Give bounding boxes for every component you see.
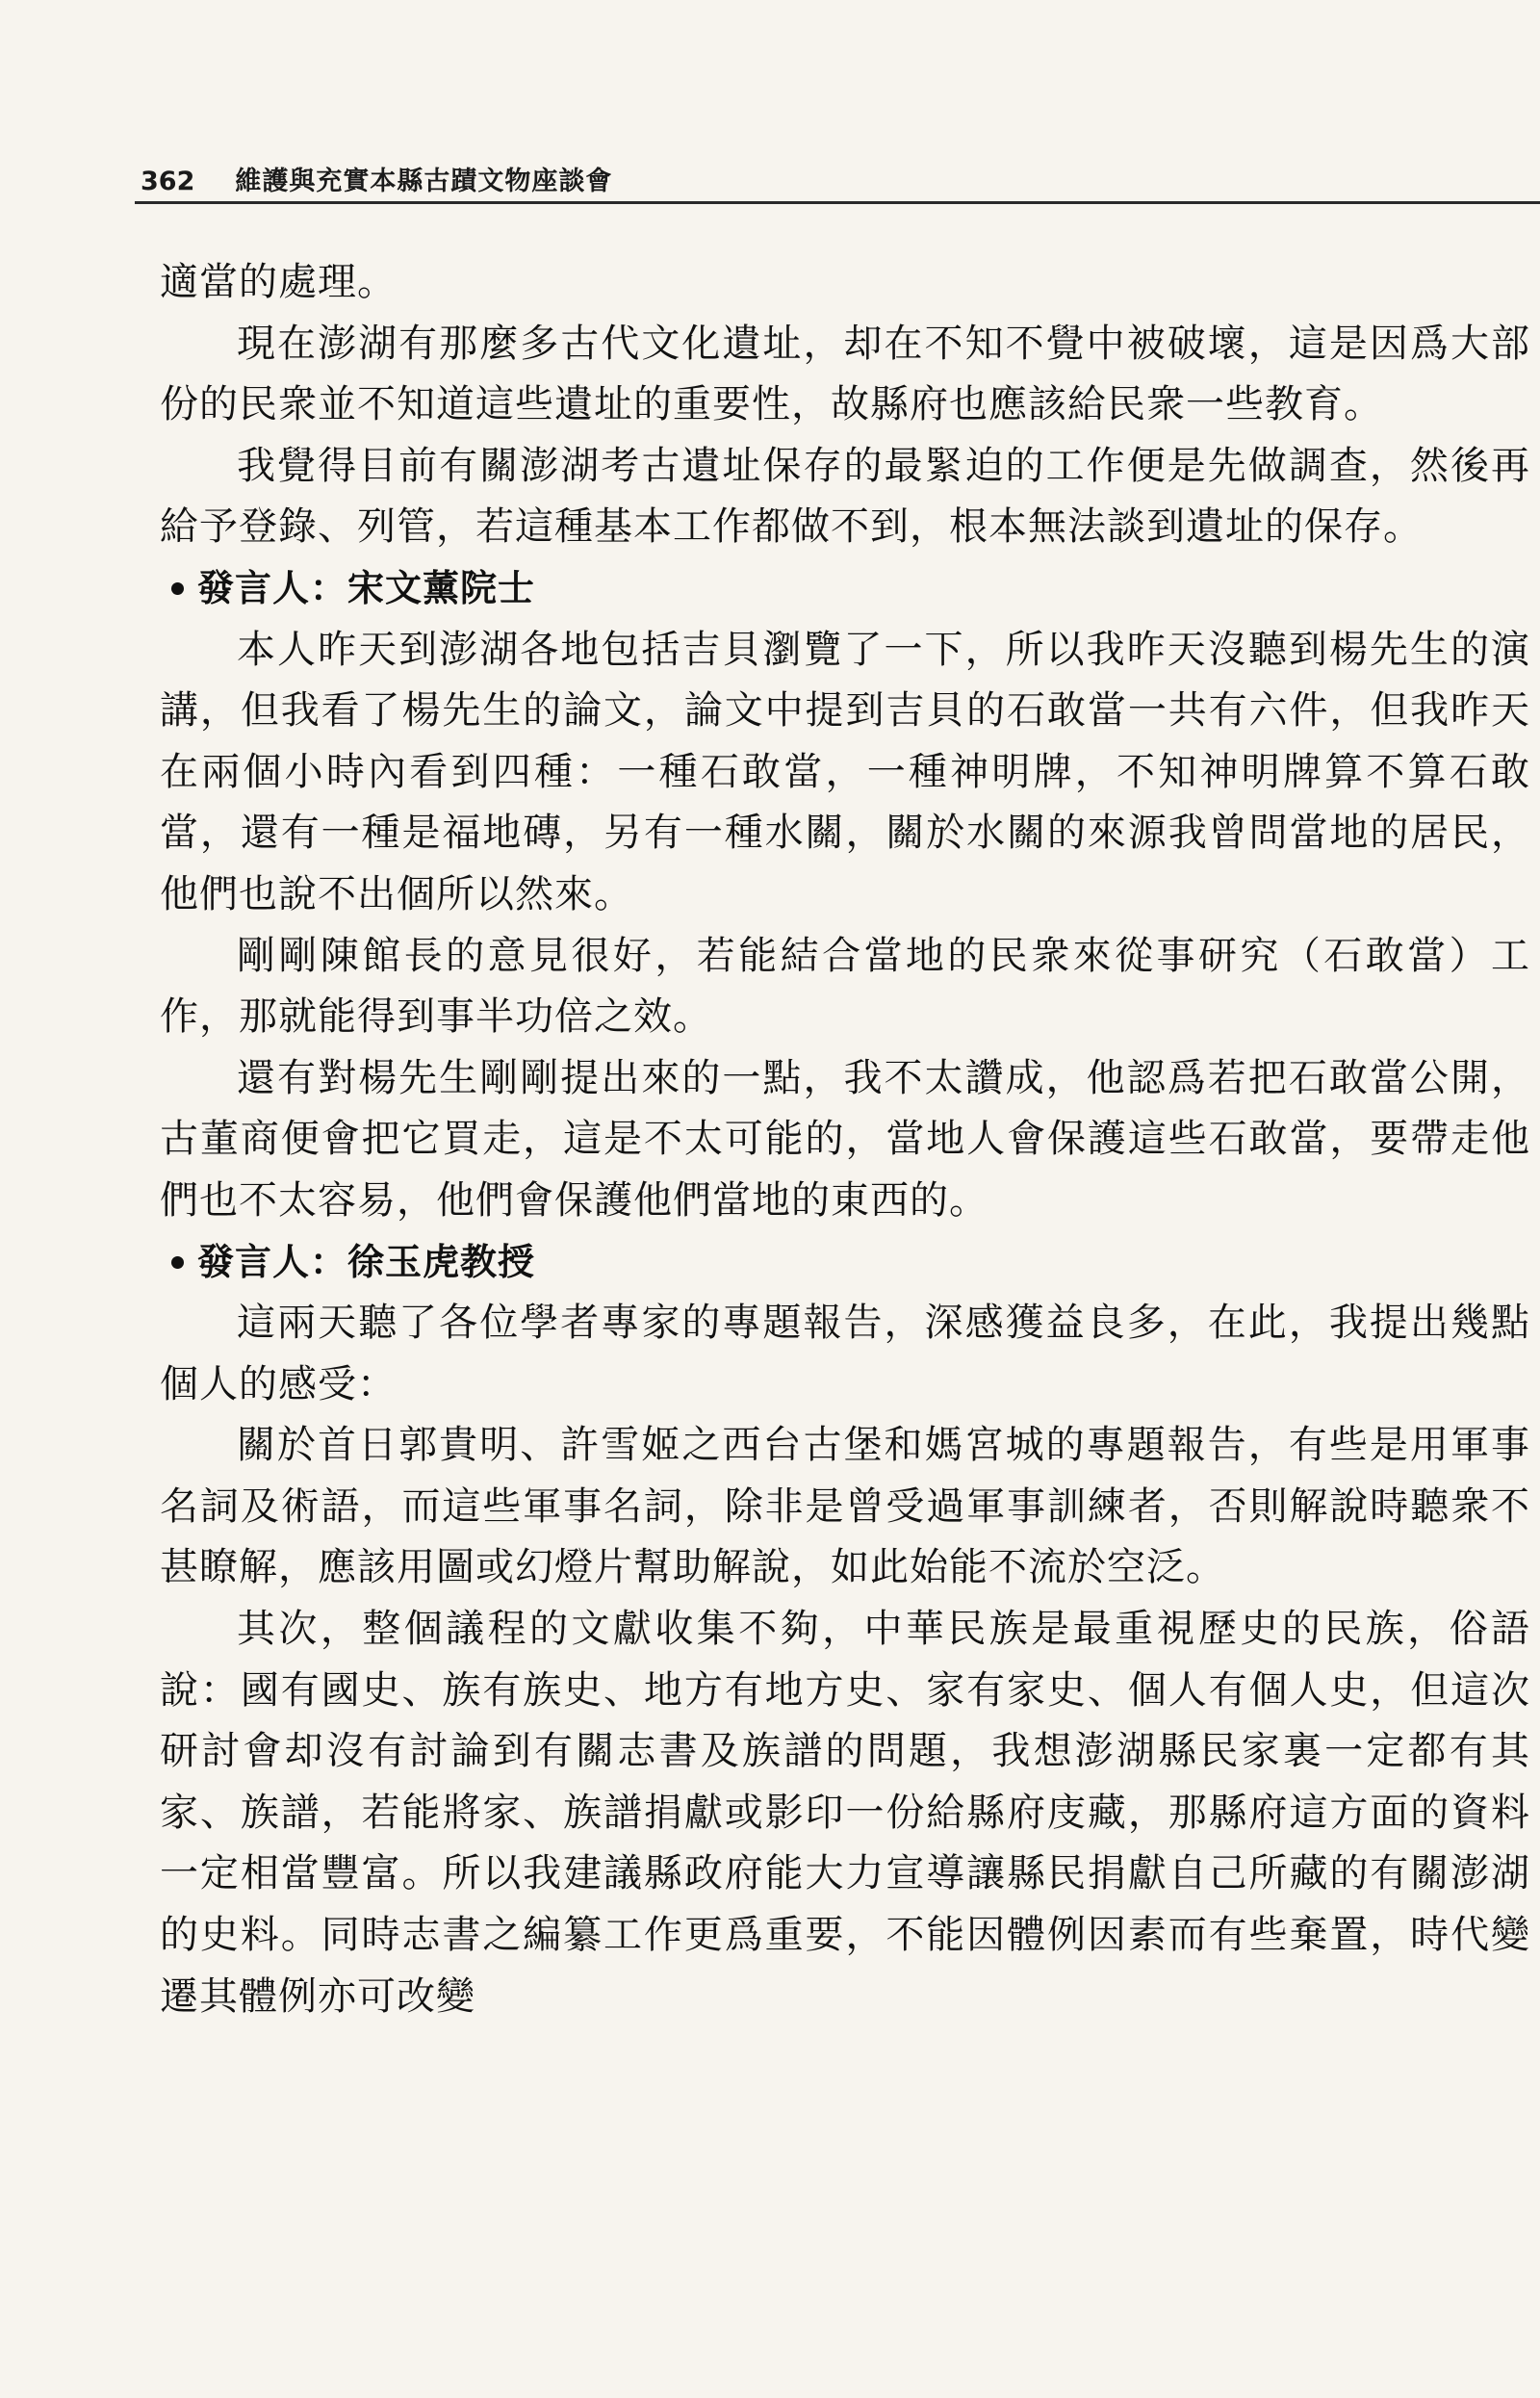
paragraph: 其次，整個議程的文獻收集不夠，中華民族是最重視歷史的民族，俗語說：國有國史、族有族史、地方有地方史、家有家史、個人有個人史，但這次研討會却沒有討論到有關志書及族譜的問題，我想澎湖縣民家裏一定都有其家、族譜，若能將家、族譜捐獻或影印一份給縣府庋藏，那縣府這方面的資料一定相當豐富。所以我建議縣政府能大力宣導讓縣民捐獻自己所藏的有關澎湖的史料。同時志書之編纂工作更爲重要，不能因體例因素而有些棄置，時代變遷其體例亦可改變: [160, 1607, 1530, 2019]
paragraph: 還有對楊先生剛剛提出來的一點，我不太讚成，他認爲若把石敢當公開，古董商便會把它買走，這是不太可能的，當地人會保護這些石敢當，要帶走他們也不太容易，他們會保護他們當地的東西的。: [160, 1055, 1530, 1223]
bullet-icon: [171, 582, 184, 595]
bullet-icon: [171, 1256, 184, 1269]
speaker-name: 發言人：徐玉虎教授: [197, 1240, 536, 1283]
body-text: [160, 252, 1530, 2027]
running-head: [141, 160, 612, 198]
paragraph: 這兩天聽了各位學者專家的專題報告，深感獲益良多，在此，我提出幾點個人的感受：: [160, 1301, 1530, 1406]
paragraph: 現在澎湖有那麼多古代文化遺址，却在不知不覺中被破壞，這是因爲大部份的民衆並不知道這些遺址的重要性，故縣府也應該給民衆一些教育。: [160, 321, 1530, 427]
paragraph-continued: 適當的處理。: [160, 260, 397, 304]
running-title: 維護與充實本縣古蹟文物座談會: [235, 167, 613, 196]
paragraph: 剛剛陳館長的意見很好，若能結合當地的民衆來從事研究（石敢當）工作，那就能得到事半功倍之效。: [160, 933, 1530, 1040]
paragraph: 關於首日郭貴明、許雪姬之西台古堡和媽宮城的專題報告，有些是用軍事名詞及術語，而這些軍事名詞，除非是曾受過軍事訓練者，否則解說時聽衆不甚瞭解，應該用圖或幻燈片幫助解說，如此始能不流於空泛。: [160, 1423, 1530, 1590]
page-number: 362: [141, 167, 195, 196]
speaker-heading: [160, 558, 1530, 620]
speaker-heading: [160, 1232, 1530, 1294]
speaker-name: 發言人：宋文薰院士: [197, 566, 536, 609]
paragraph: 本人昨天到澎湖各地包括吉貝瀏覽了一下，所以我昨天沒聽到楊先生的演講，但我看了楊先生的論文，論文中提到吉貝的石敢當一共有六件，但我昨天在兩個小時內看到四種：一種石敢當，一種神明牌，不知神明牌算不算石敢當，還有一種是福地磚，另有一種水關，關於水關的來源我曾問當地的居民，他們也說不出個所以然來。: [160, 627, 1530, 916]
header-rule: [135, 201, 1540, 204]
paragraph: 我覺得目前有關澎湖考古遺址保存的最緊迫的工作便是先做調查，然後再給予登錄、列管，若這種基本工作都做不到，根本無法談到遺址的保存。: [160, 443, 1530, 550]
